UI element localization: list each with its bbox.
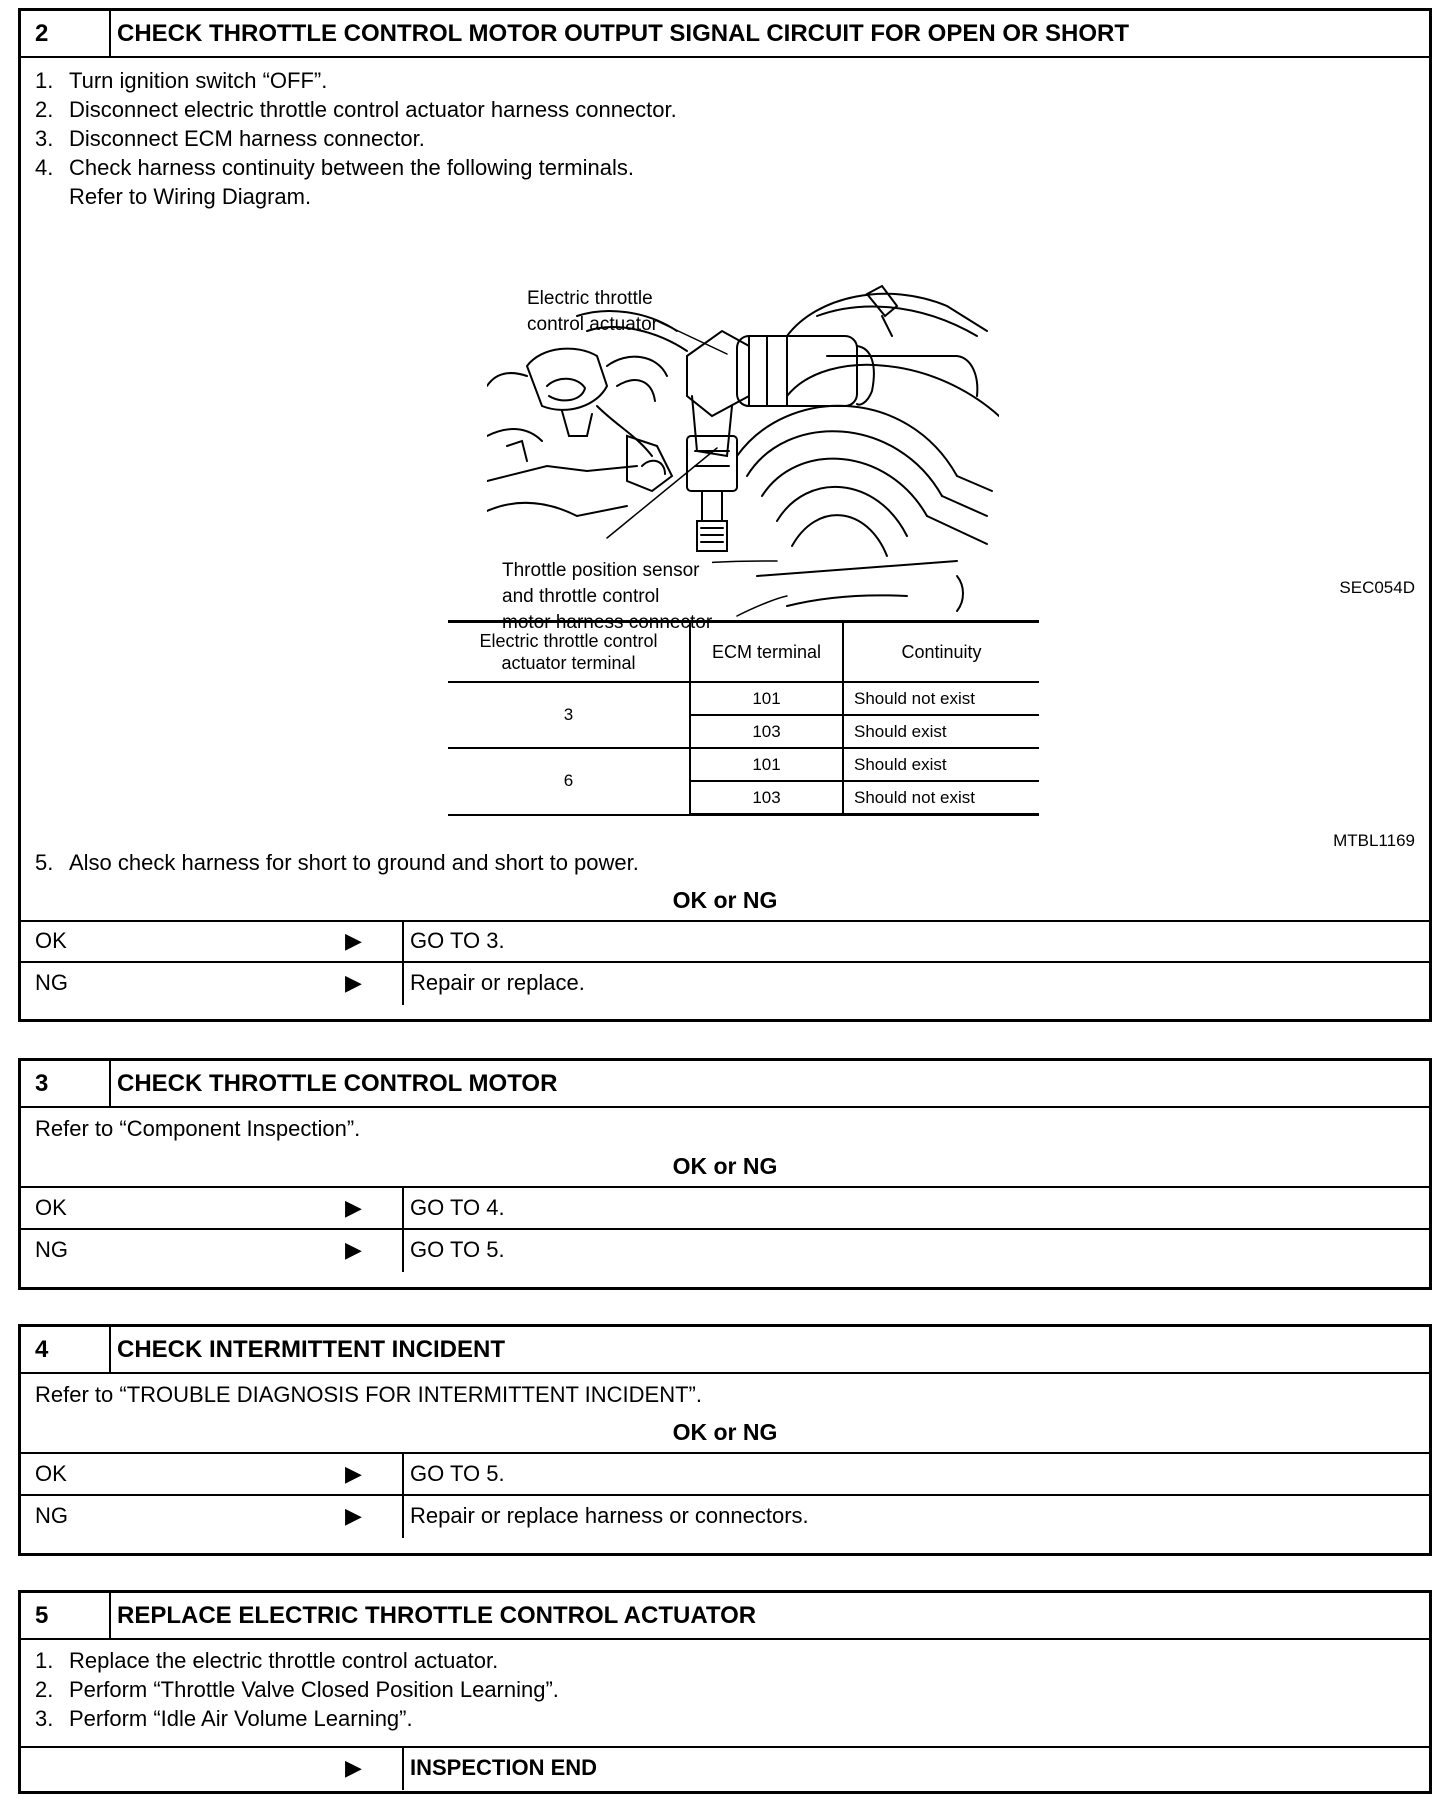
result-rows	[21, 921, 1429, 1005]
ecm-terminal-cell: 101	[690, 748, 843, 781]
result-text: NG	[35, 970, 68, 995]
table-code: MTBL1169	[1333, 831, 1415, 850]
step-number: 3	[21, 1061, 111, 1106]
item-number: 2.	[35, 1677, 54, 1702]
step-body	[21, 1374, 1429, 1454]
item-number: 3.	[35, 126, 54, 151]
result-text: NG	[35, 1237, 68, 1262]
step-body	[21, 1640, 1429, 1748]
item-text: Disconnect electric throttle control actuator harness connector.	[69, 97, 677, 122]
result-text: OK	[35, 1195, 67, 1220]
result-row-ng	[21, 963, 1429, 1005]
step-2-box	[18, 8, 1432, 1022]
result-rows	[21, 1188, 1429, 1272]
result-row-ok	[21, 921, 1429, 963]
result-text: OK	[35, 1461, 67, 1486]
continuity-cell: Should not exist	[843, 682, 1039, 715]
result-action: GO TO 3.	[410, 928, 505, 953]
step-number: 5	[21, 1593, 111, 1638]
ok-or-ng-label: OK or NG	[21, 880, 1429, 922]
instruction-item	[35, 124, 1415, 153]
step-header	[21, 1593, 1429, 1640]
step-text: Refer to “Component Inspection”.	[35, 1116, 361, 1141]
step-body	[21, 1108, 1429, 1188]
ecm-terminal-cell: 103	[690, 781, 843, 815]
instruction-item	[35, 1704, 1415, 1733]
step-title: CHECK THROTTLE CONTROL MOTOR	[117, 1070, 558, 1097]
arrow-right-icon: ▶	[345, 1461, 362, 1486]
table-row	[448, 682, 1039, 715]
result-action: Repair or replace harness or connectors.	[410, 1503, 809, 1528]
result-label	[21, 1496, 404, 1538]
item-text: Check harness continuity between the following terminals.	[69, 155, 634, 180]
item-number: 1.	[35, 1648, 54, 1673]
item-text: Perform “Idle Air Volume Learning”.	[69, 1706, 413, 1731]
step-body	[21, 58, 1429, 921]
arrow-right-icon: ▶	[345, 1503, 362, 1528]
actuator-label-line: Electric throttle	[527, 288, 653, 309]
item-text: Also check harness for short to ground and short to power.	[69, 850, 639, 875]
result-label	[21, 1230, 404, 1272]
item-number: 2.	[35, 97, 54, 122]
instruction-list	[21, 1640, 1429, 1733]
arrow-right-icon: ▶	[345, 1195, 362, 1220]
ok-or-ng-label: OK or NG	[21, 1412, 1429, 1454]
column-header-ecm-terminal: ECM terminal	[690, 622, 843, 683]
result-text: OK	[35, 928, 67, 953]
result-label	[21, 1748, 404, 1790]
continuity-table	[448, 620, 1039, 816]
result-label	[21, 921, 404, 961]
connector-label-line: and throttle control	[502, 586, 660, 607]
step-number: 2	[21, 11, 111, 56]
continuity-cell: Should not exist	[843, 781, 1039, 815]
continuity-cell: Should exist	[843, 715, 1039, 748]
step-title: CHECK INTERMITTENT INCIDENT	[117, 1336, 505, 1363]
result-row-ok	[21, 1188, 1429, 1230]
arrow-right-icon: ▶	[345, 970, 362, 995]
result-rows	[21, 1748, 1429, 1790]
item-number: 3.	[35, 1706, 54, 1731]
step-title: CHECK THROTTLE CONTROL MOTOR OUTPUT SIGNAL CIRCUIT FOR OPEN OR SHORT	[117, 20, 1129, 47]
result-action: GO TO 5.	[410, 1461, 505, 1486]
instruction-item	[35, 1675, 1415, 1704]
connector-label-line: Throttle position sensor	[502, 560, 700, 581]
connector-label-line: motor harness connector	[502, 612, 713, 633]
item-number: 4.	[35, 155, 54, 180]
step-text: Refer to “TROUBLE DIAGNOSIS FOR INTERMITTENT INCIDENT”.	[35, 1382, 702, 1407]
instruction-item	[35, 1646, 1415, 1675]
result-label	[21, 963, 404, 1005]
instruction-item	[35, 848, 639, 877]
step-3-box	[18, 1058, 1432, 1290]
step-header	[21, 1327, 1429, 1374]
item-text: Replace the electric throttle control actuator.	[69, 1648, 499, 1673]
step-5-box	[18, 1590, 1432, 1794]
instruction-5	[21, 848, 653, 877]
actuator-terminal-cell: 6	[448, 748, 690, 815]
instruction-item	[35, 95, 1415, 124]
actuator-label	[527, 286, 658, 338]
result-rows	[21, 1454, 1429, 1538]
result-label	[21, 1188, 404, 1228]
continuity-cell: Should exist	[843, 748, 1039, 781]
item-text: Turn ignition switch “OFF”.	[69, 68, 328, 93]
step-title: REPLACE ELECTRIC THROTTLE CONTROL ACTUATOR	[117, 1602, 757, 1629]
arrow-right-icon: ▶	[345, 928, 362, 953]
step-header	[21, 1061, 1429, 1108]
result-action: GO TO 4.	[410, 1195, 505, 1220]
result-action: INSPECTION END	[410, 1755, 598, 1780]
table-header-row	[448, 622, 1039, 683]
result-row-ng	[21, 1496, 1429, 1538]
table-row	[448, 748, 1039, 781]
item-text: Perform “Throttle Valve Closed Position Learning”.	[69, 1677, 559, 1702]
ecm-terminal-cell: 103	[690, 715, 843, 748]
step-number: 4	[21, 1327, 111, 1372]
column-header-actuator-terminal: Electric throttle control actuator terminal	[448, 622, 690, 683]
ecm-terminal-cell: 101	[690, 682, 843, 715]
step-4-box	[18, 1324, 1432, 1556]
result-action: GO TO 5.	[410, 1237, 505, 1262]
ok-or-ng-label: OK or NG	[21, 1146, 1429, 1188]
figure-code: SEC054D	[1339, 578, 1415, 597]
instruction-subline: Refer to Wiring Diagram.	[69, 184, 312, 209]
item-number: 1.	[35, 68, 54, 93]
throttle-actuator-illustration	[487, 276, 999, 636]
item-text: Disconnect ECM harness connector.	[69, 126, 425, 151]
actuator-label-line: control actuator	[527, 314, 658, 335]
arrow-right-icon: ▶	[345, 1237, 362, 1262]
result-action: Repair or replace.	[410, 970, 585, 995]
instruction-item	[35, 153, 1415, 182]
step-header	[21, 11, 1429, 58]
result-row-ok	[21, 1454, 1429, 1496]
instruction-item	[35, 66, 1415, 95]
result-text: NG	[35, 1503, 68, 1528]
result-label	[21, 1454, 404, 1494]
result-row-ng	[21, 1230, 1429, 1272]
result-row-end	[21, 1748, 1429, 1790]
arrow-right-icon: ▶	[345, 1755, 362, 1780]
actuator-terminal-cell: 3	[448, 682, 690, 748]
instruction-list	[21, 58, 1429, 211]
item-number: 5.	[35, 850, 54, 875]
column-header-continuity: Continuity	[843, 622, 1039, 683]
